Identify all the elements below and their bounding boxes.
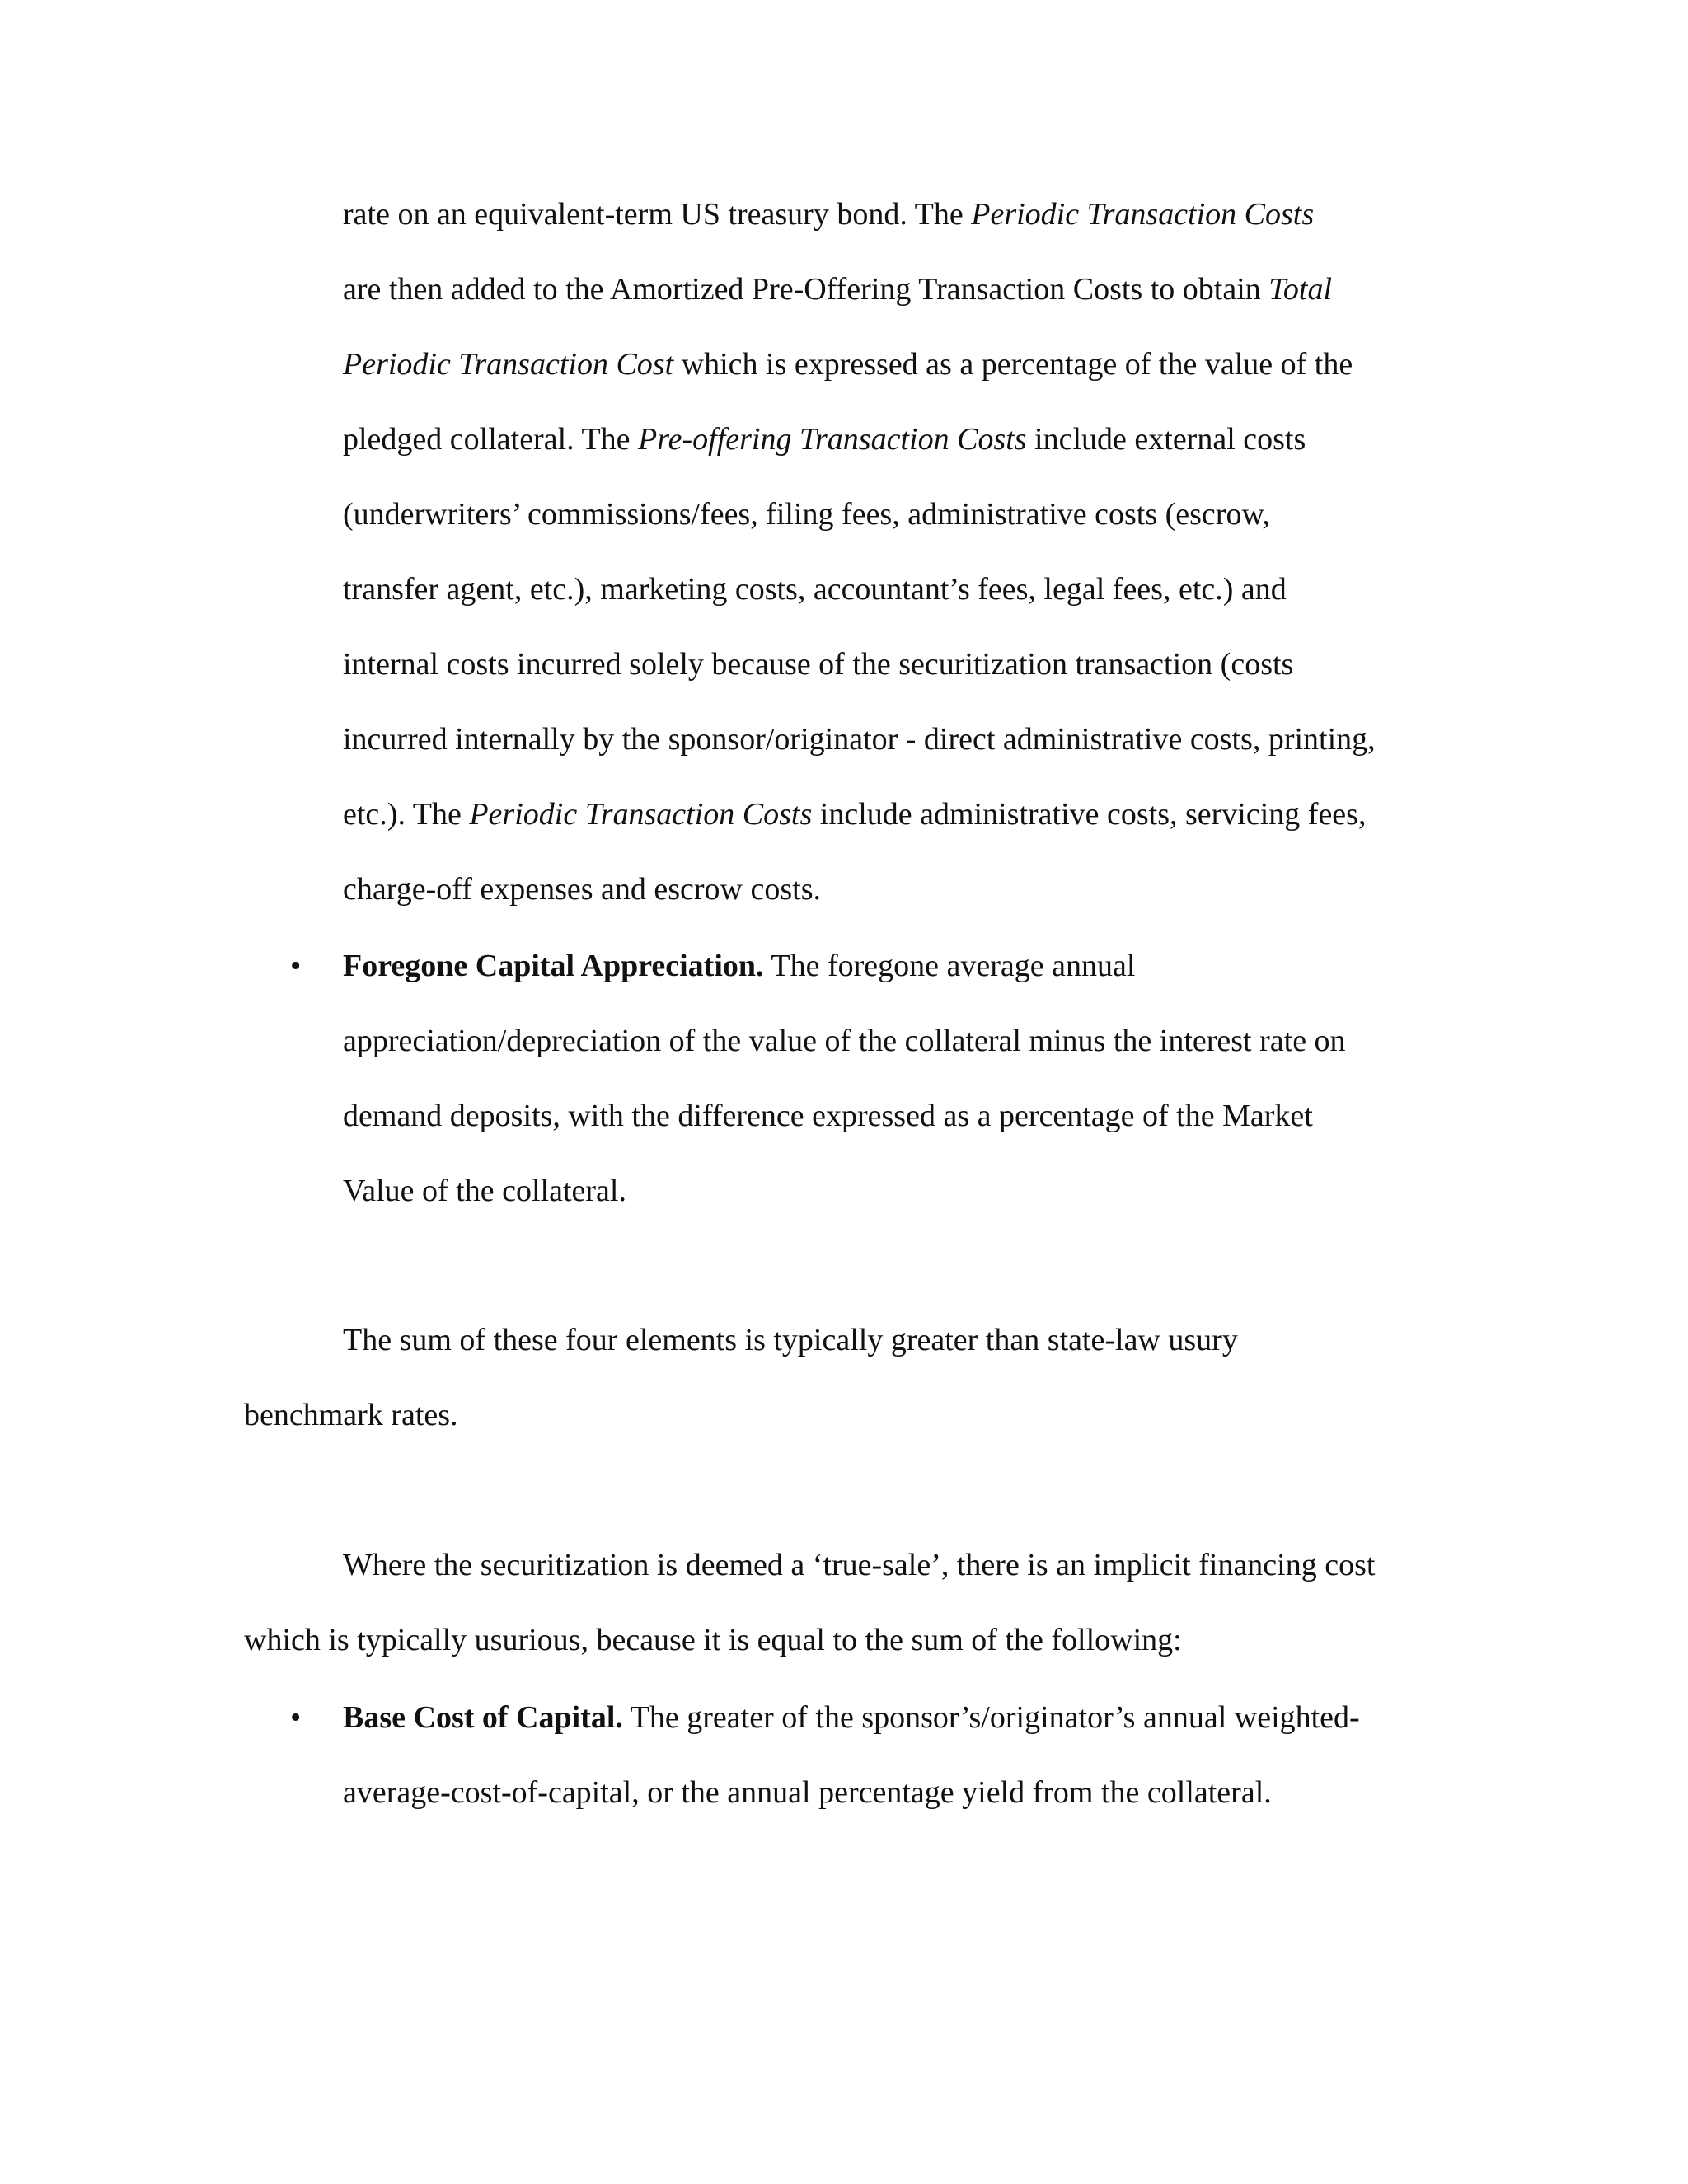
text-run: include external costs [1026,422,1306,457]
text-run: rate on an equivalent-term US treasury bond. The [343,197,972,232]
text-line [343,1698,1360,1737]
text-line [343,794,1366,834]
text-line [343,269,1332,309]
text-line: demand deposits, with the difference expressed as a percentage of the Market [343,1099,1313,1133]
text-line: which is typically usurious, because it is equal to the sum of the following: [244,1623,1182,1657]
text-line: appreciation/depreciation of the value of the collateral minus the interest rate on [343,1024,1346,1058]
text-line: Where the securitization is deemed a ‘true-sale’, there is an implicit financing cost [343,1548,1376,1582]
text-line: internal costs incurred solely because of the securitization transaction (costs [343,647,1294,682]
text-run: etc.). The [343,797,470,832]
text-line: average-cost-of-capital, or the annual percentage yield from the collateral. [343,1775,1272,1810]
text-run: which is expressed as a percentage of the value of the [673,347,1353,382]
bullet-marker: • [290,949,302,983]
text-line: benchmark rates. [244,1398,458,1432]
text-line [343,946,1135,986]
text-line: transfer agent, etc.), marketing costs, accountant’s fees, legal fees, etc.) and [343,572,1287,607]
text-run: The foregone average annual [763,949,1136,983]
italic-term: Periodic Transaction Cost [343,347,674,382]
text-line: charge-off expenses and escrow costs. [343,872,822,907]
text-run: are then added to the Amortized Pre-Offering Transaction Costs to obtain [343,272,1269,307]
text-line [343,194,1314,234]
text-line: Value of the collateral. [343,1174,626,1208]
text-run: include administrative costs, servicing fees, [812,797,1367,832]
text-line: The sum of these four elements is typically greater than state-law usury [343,1323,1238,1357]
text-line: (underwriters’ commissions/fees, filing fees, administrative costs (escrow, [343,497,1270,532]
italic-term: Periodic Transaction Costs [971,197,1315,232]
italic-term: Total [1268,272,1333,307]
text-line [343,419,1306,459]
bullet-heading: Foregone Capital Appreciation. [343,949,764,983]
text-run: pledged collateral. The [343,422,639,457]
italic-term: Pre-offering Transaction Costs [638,422,1027,457]
bullet-heading: Base Cost of Capital. [343,1700,623,1735]
text-line: incurred internally by the sponsor/originator - direct administrative costs, printing, [343,722,1376,757]
text-run: The greater of the sponsor’s/originator’s annual weighted- [622,1700,1360,1735]
bullet-marker: • [290,1700,302,1735]
text-line [343,344,1353,384]
italic-term: Periodic Transaction Costs [469,797,813,832]
